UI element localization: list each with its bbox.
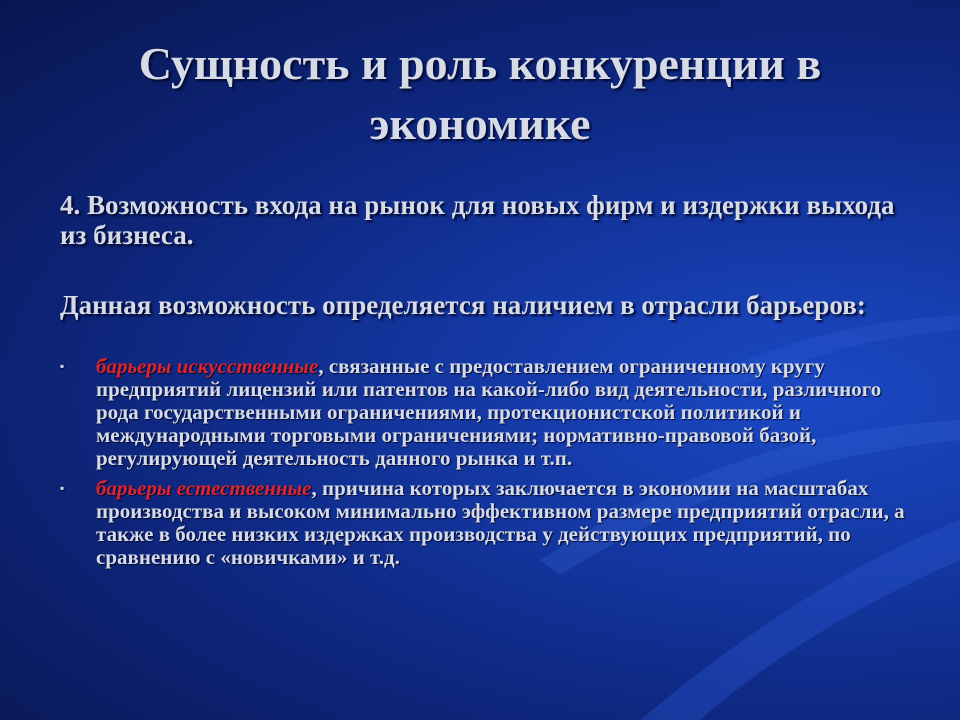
list-item bbox=[60, 477, 920, 569]
heading-entry-exit: 4. Возможность входа на рынок для новых фирм и издержки выхода из бизнеса. bbox=[60, 190, 895, 250]
square-bullet-icon: ▪ bbox=[60, 481, 65, 495]
natural-barriers-text: , причина которых заключается в экономии на масштабах производства и высоком минимально эффективном размере предприятий отрасли, а также в более низких издержках производства у действующих предприятий, по сравнению с «новичками» и т.д. bbox=[96, 476, 905, 569]
heading-barriers: Данная возможность определяется наличием в отрасли барьеров: bbox=[60, 290, 866, 320]
artificial-barriers-text: , связанные с предоставлением ограниченному кругу предприятий лицензий или патентов на какой-либо вид деятельности, различного рода государственными ограничениями, протекционистской политикой и международными торговыми ограничениями; нормативно-правовой базой, регулирующей деятельность данного рынка и т.п. bbox=[96, 354, 882, 470]
term-natural-barriers: барьеры естественные bbox=[96, 476, 312, 500]
slide-title: Сущность и роль конкуренции в экономике bbox=[138, 38, 822, 149]
term-artificial-barriers: барьеры искусственные bbox=[96, 354, 319, 378]
barrier-list bbox=[60, 355, 920, 576]
list-item bbox=[60, 355, 920, 470]
square-bullet-icon: ▪ bbox=[60, 359, 65, 373]
